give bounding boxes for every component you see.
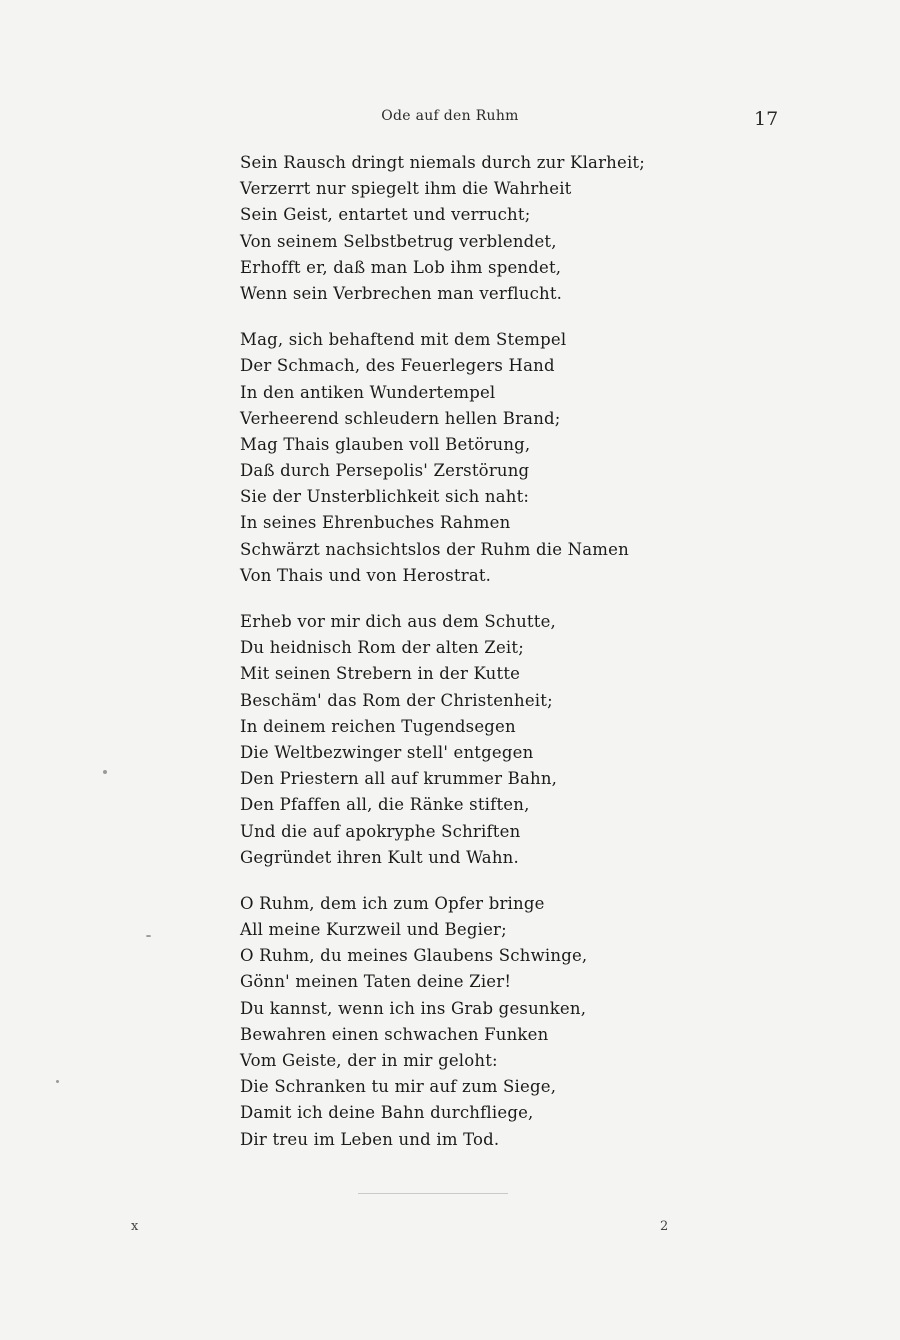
poem-line: Von Thais und von Herostrat. — [240, 565, 492, 585]
poem-line: Sein Rausch dringt niemals durch zur Klarheit; — [240, 153, 646, 172]
poem-line: Verzerrt nur spiegelt ihm die Wahrheit — [240, 179, 572, 199]
poem-line: Sein Geist, entartet und verrucht; — [240, 205, 531, 225]
footer-divider — [358, 1193, 508, 1194]
poem-line: Den Pfaffen all, die Ränke stiften, — [240, 795, 530, 815]
poem-line: Den Priestern all auf krummer Bahn, — [240, 769, 558, 789]
poem-line: Von seinem Selbstbetrug verblendet, — [240, 231, 557, 251]
stanza-4 — [240, 891, 680, 1153]
poem-line: Mag, sich behaftend mit dem Stempel — [240, 330, 567, 350]
paper-speck — [56, 1080, 59, 1083]
poem-line: Beschäm' das Rom der Christenheit; — [240, 690, 553, 710]
poem-line: Daß durch Persepolis' Zerstörung — [240, 461, 530, 481]
page-number: 17 — [754, 108, 779, 130]
poem-line: Dir treu im Leben und im Tod. — [240, 1129, 500, 1149]
poem-line: Erheb vor mir dich aus dem Schutte, — [240, 612, 556, 631]
paper-speck — [103, 770, 107, 774]
poem-line: Und die auf apokryphe Schriften — [240, 821, 521, 841]
poem-line: Mit seinen Strebern in der Kutte — [240, 664, 521, 684]
stanza-2 — [240, 327, 680, 589]
poem-line: Mag Thais glauben voll Betörung, — [240, 434, 531, 454]
poem-line: Schwärzt nachsichtslos der Ruhm die Namen — [240, 539, 629, 559]
poem-line: Der Schmach, des Feuerlegers Hand — [240, 356, 555, 376]
signature-mark-left: x — [131, 1219, 139, 1234]
poem-line: Du heidnisch Rom der alten Zeit; — [240, 638, 524, 658]
poem-line: Bewahren einen schwachen Funken — [240, 1024, 549, 1044]
poem-line: Die Schranken tu mir auf zum Siege, — [240, 1077, 557, 1097]
poem-line: O Ruhm, du meines Glaubens Schwinge, — [240, 946, 588, 966]
poem-line: Wenn sein Verbrechen man verflucht. — [240, 283, 563, 303]
poem-line: Die Weltbezwinger stell' entgegen — [240, 742, 534, 762]
poem-line: Du kannst, wenn ich ins Grab gesunken, — [240, 998, 587, 1018]
poem-line: In seines Ehrenbuches Rahmen — [240, 513, 511, 533]
poem-line: Erhofft er, daß man Lob ihm spendet, — [240, 257, 562, 277]
poem-line: Gönn' meinen Taten deine Zier! — [240, 972, 512, 992]
poem-line: All meine Kurzweil und Begier; — [240, 920, 507, 940]
stanza-1 — [240, 150, 680, 307]
poem-line: O Ruhm, dem ich zum Opfer bringe — [240, 893, 545, 913]
poem-line: In den antiken Wundertempel — [240, 382, 496, 402]
poem-line: Vom Geiste, der in mir geloht: — [240, 1051, 498, 1070]
poem-line: Gegründet ihren Kult und Wahn. — [240, 847, 519, 867]
poem — [240, 150, 680, 1173]
stanza-3 — [240, 609, 680, 871]
poem-line: Damit ich deine Bahn durchfliege, — [240, 1103, 534, 1123]
signature-mark-right: 2 — [660, 1219, 669, 1234]
paper-speck — [146, 935, 151, 937]
poem-line: Verheerend schleudern hellen Brand; — [240, 408, 561, 428]
poem-line: In deinem reichen Tugendsegen — [240, 716, 516, 736]
running-title: Ode auf den Ruhm — [381, 108, 519, 124]
poem-line: Sie der Unsterblichkeit sich naht: — [240, 487, 530, 507]
